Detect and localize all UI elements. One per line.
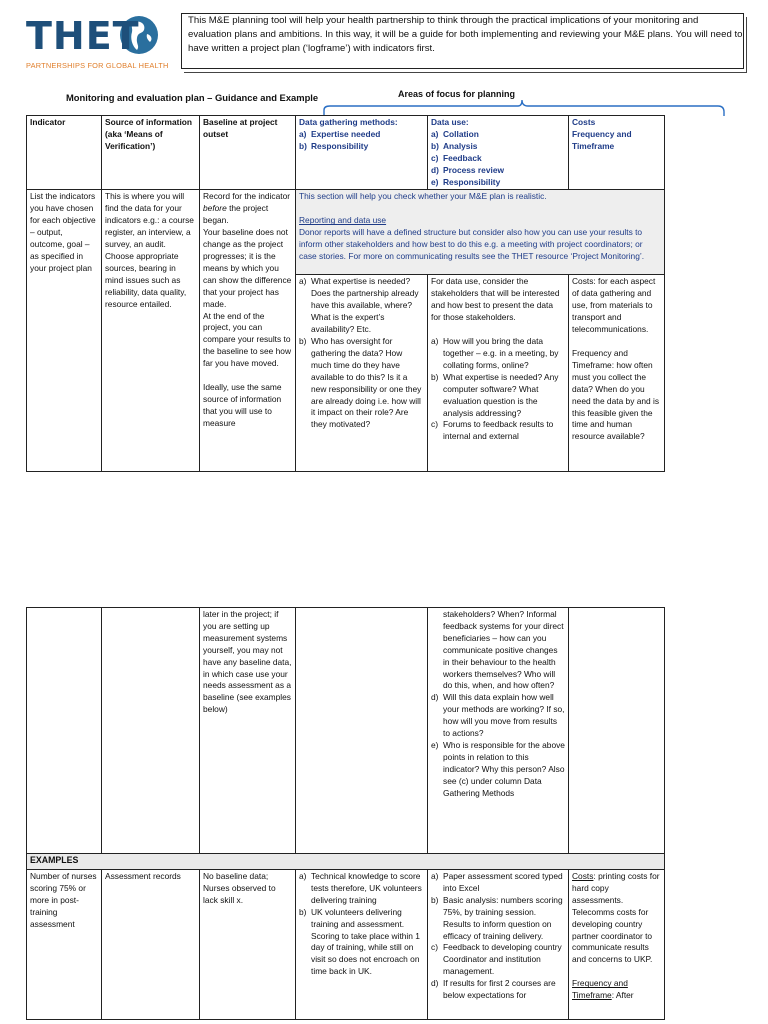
header-costs: Costs Frequency and Timeframe bbox=[569, 116, 665, 190]
header-data-gathering bbox=[296, 116, 428, 190]
intro-box: This M&E planning tool will help your health partnership to think through the practical implications of your monitoring and evaluation plans and ambitions. In this way, it will be a guide for both implementing and reviewing your M&E plans. You will need to have written a project plan (‘logframe’) with indicators first. bbox=[181, 13, 744, 69]
header-use-item: c) Feedback bbox=[431, 152, 482, 163]
examples-label: EXAMPLES bbox=[27, 854, 665, 870]
header-baseline: Baseline at project outset bbox=[200, 116, 296, 190]
header-indicator: Indicator bbox=[27, 116, 102, 190]
header-use-item: d) Process review bbox=[431, 164, 504, 175]
logo-tagline: PARTNERSHIPS FOR GLOBAL HEALTH bbox=[26, 61, 169, 70]
header-use-item: b) Analysis bbox=[431, 140, 478, 151]
header-data-use bbox=[428, 116, 569, 190]
header-gathering-item: a) Expertise needed bbox=[299, 128, 381, 139]
me-plan-table bbox=[26, 115, 665, 472]
reporting-guidance: This section will help you check whether your M&E plan is realistic. Reporting and data use Donor reports will have a defined structure but consider also how you can use your results to inform other stakeholders and how best to do this e.g. a meeting with project coordinators; or case stories. For more on communicating results see the THET resource ‘Project Monitoring’. bbox=[296, 190, 665, 275]
example-baseline: No baseline data; Nurses observed to lack skill x. bbox=[200, 870, 296, 1020]
header-use-item: a) Collation bbox=[431, 128, 479, 139]
header-gathering-item: b) Responsibility bbox=[299, 140, 369, 151]
example-use: a) Paper assessment scored typed into Excel b) Basic analysis: numbers scoring 75%, by training session. Results to inform question on efficacy of training delivery. c) Feedback to developing country Coordinator and institution management. d) If results for first 2 courses are below expectations for bbox=[428, 870, 569, 1020]
guidance-source: This is where you will find the data for your indicators e.g.: a course register, an interview, a survey, an audit. Choose appropriate sources, bearing in mind issues such as reliability, data quality, resource entailed. bbox=[102, 190, 200, 472]
guidance-use: For data use, consider the stakeholders that will be interested and how best to present the data for those stakeholders. a) How will you bring the data together – e.g. in a meeting, by collating forms, online? b) What expertise is needed? Any computer software? What evaluation question is the analysis addressing? c) Forums to feedback results to internal and external bbox=[428, 275, 569, 472]
example-costs: Costs: printing costs for hard copy assessments. Telecomms costs for developing country partner coordinator to communicate results and concerns to UKP. Frequency and Timeframe: After bbox=[569, 870, 665, 1020]
example-source: Assessment records bbox=[102, 870, 200, 1020]
areas-of-focus-label: Areas of focus for planning bbox=[398, 89, 516, 99]
logo-wordmark: THET bbox=[26, 14, 140, 58]
header-use-item: e) Responsibility bbox=[431, 176, 501, 187]
guidance-indicator: List the indicators you have chosen for each objective – output, outcome, goal – as specified in your project plan bbox=[27, 190, 102, 472]
header-source: Source of information (aka ‘Means of Verification’) bbox=[102, 116, 200, 190]
guidance-costs: Costs: for each aspect of data gathering and use, from materials to transport and telecommunications. Frequency and Timeframe: how often must you collect the data? When do you need the data by and is this feasible given the time and human resource available? bbox=[569, 275, 665, 472]
header-use-title: Data use: bbox=[431, 117, 469, 127]
guidance-gathering: a) What expertise is needed? Does the partnership already have this available, where? What is the expert’s availability? Etc. b) Who has oversight for gathering the data? How much time do they have available to do this? Is it a new responsibility or one they are already doing i.e. how will it impact on their role? Are they motivated? bbox=[296, 275, 428, 472]
example-indicator: Number of nurses scoring 75% or more in post-training assessment bbox=[27, 870, 102, 1020]
thet-logo bbox=[26, 14, 169, 76]
example-gathering: a) Technical knowledge to score tests therefore, UK volunteers delivering training b) UK volunteers delivering training and assessment. Scoring to take place within 1 day of training, while still on visit so does not encroach on time back in UK. bbox=[296, 870, 428, 1020]
continued-use: stakeholders? When? Informal feedback systems for your direct beneficiaries – how can you communicate positive changes in their behaviour to the health workers themselves? Who will do this, when, and how often? d) Will this data explain how well your methods are working? If so, how will you move from results to actions? e) Who is responsible for the above points in relation to this indicator? Why this person? Also see (c) under column Data Gathering Methods bbox=[428, 608, 569, 854]
me-plan-table-continued bbox=[26, 607, 665, 1020]
continued-baseline: later in the project; if you are setting up measurement systems yourself, you may not have any baseline data, in which case use your needs assessment as a baseline (see examples below) bbox=[200, 608, 296, 854]
page-title: Monitoring and evaluation plan – Guidance and Example bbox=[66, 92, 319, 103]
header-gathering-title: Data gathering methods: bbox=[299, 117, 398, 127]
guidance-baseline: Record for the indicator before the project began. Your baseline does not change as the project progresses; it is the means by which you can show the difference that your project has made. At the end of the project, you can compare your results to the baseline to see how far you have moved. Ideally, use the same source of information that you will use to measure bbox=[200, 190, 296, 472]
